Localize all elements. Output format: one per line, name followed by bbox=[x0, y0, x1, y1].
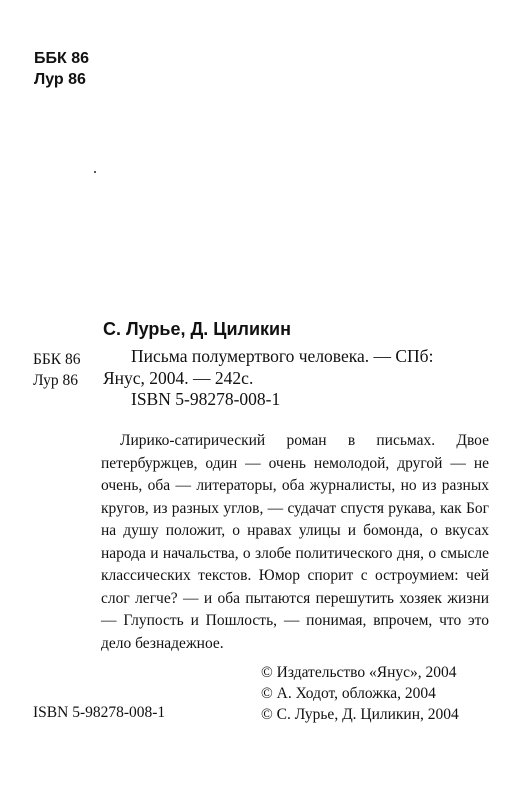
classification-codes-top bbox=[34, 48, 89, 90]
copyright-notices bbox=[261, 662, 459, 725]
authors: С. Лурье, Д. Циликин bbox=[103, 319, 291, 339]
copyright-cover: © А. Ходот, обложка, 2004 bbox=[261, 685, 436, 702]
bbk-code: ББК 86 bbox=[34, 50, 90, 67]
bbk-code: ББК 86 bbox=[33, 351, 81, 368]
lur-code: Лур 86 bbox=[33, 372, 79, 389]
isbn-bottom: ISBN 5-98278-008-1 bbox=[33, 704, 166, 721]
copyright-authors: © С. Лурье, Д. Циликин, 2004 bbox=[261, 706, 459, 723]
isbn-line: ISBN 5-98278-008-1 bbox=[131, 389, 281, 409]
bibliographic-entry bbox=[103, 318, 489, 411]
lur-code: Лур 86 bbox=[34, 71, 86, 88]
publisher-line: Янус, 2004. — 242с. bbox=[103, 367, 254, 388]
classification-codes-catalog bbox=[33, 349, 81, 391]
annotation-paragraph: Лирико-сатирический роман в письмах. Двое петербуржцев, один — очень немолодой, другой — не очень, оба — литераторы, оба журналисты, но из разных кругов, из разных углов, — судачат спустя рукава, как Бог на душу положит, о нравах улицы и бомонда, о вкусах народа и начальства, о злобе политического дня, о смысле классических текстов. Юмор спорит с остроумием: чей слог легче? — и оба пытаются перешутить хозяек жизни — Глупость и Пошлость, — понимая, впрочем, что это дело безнадежное. bbox=[101, 432, 489, 652]
print-speck bbox=[94, 171, 96, 173]
book-title-line: Письма полумертвого человека. — СПб: bbox=[131, 346, 434, 366]
copyright-publisher: © Издательство «Янус», 2004 bbox=[261, 664, 457, 681]
